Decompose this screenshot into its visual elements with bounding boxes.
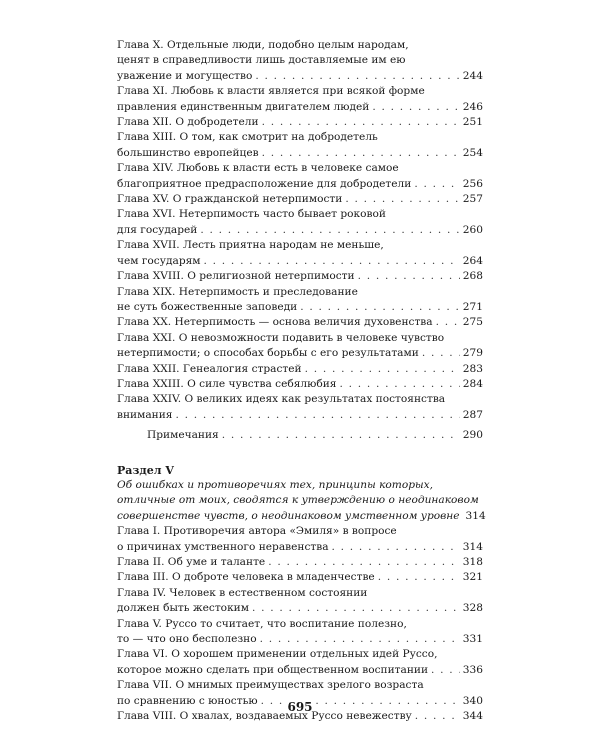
dot-leader xyxy=(378,570,460,585)
toc-page-number: 254 xyxy=(462,146,483,159)
dot-leader xyxy=(332,540,460,555)
dot-leader xyxy=(252,601,460,616)
table-of-contents xyxy=(117,38,486,724)
dot-leader xyxy=(204,254,460,269)
toc-page-number: 328 xyxy=(462,602,483,615)
toc-entry[interactable] xyxy=(117,285,483,316)
toc-line: правления единственным двигателем людей xyxy=(117,100,370,113)
dot-leader xyxy=(260,632,460,647)
toc-entry[interactable] xyxy=(117,130,483,161)
toc-page-number: 268 xyxy=(462,270,483,283)
toc-page-number: 340 xyxy=(462,694,483,707)
toc-line: ценят в справедливости лишь доставляемые им ею xyxy=(117,54,406,67)
toc-entry[interactable] xyxy=(117,115,483,130)
toc-page-number: 264 xyxy=(462,254,483,267)
dot-leader xyxy=(175,408,459,423)
dot-leader xyxy=(422,346,460,361)
toc-entry[interactable] xyxy=(117,570,483,585)
toc-line: по сравнению с юностью xyxy=(117,694,258,707)
toc-entry[interactable] xyxy=(117,84,483,115)
toc-line: Глава XXI. О невозможности подавить в человеке чувство xyxy=(117,331,445,344)
toc-page-number: 314 xyxy=(462,540,483,553)
toc-entry[interactable] xyxy=(117,269,483,284)
toc-page-number: 256 xyxy=(462,177,483,190)
toc-line: Глава XIX. Нетерпимость и преследование xyxy=(117,285,358,298)
toc-page-number: 284 xyxy=(462,377,483,390)
toc-line: Глава VI. О хорошем применении отдельных идей Руссо, xyxy=(117,648,438,661)
dot-leader xyxy=(222,428,460,443)
page-number: 695 xyxy=(287,700,313,714)
toc-entry[interactable] xyxy=(117,586,483,617)
toc-page-number: 279 xyxy=(462,347,483,360)
toc-line: Глава XIV. Любовь к власти есть в человеке самое xyxy=(117,162,399,175)
toc-page-number: 287 xyxy=(462,408,483,421)
toc-line: Глава XVIII. О религиозной нетерпимости xyxy=(117,270,355,283)
toc-line: Глава XIII. О том, как смотрит на добродетель xyxy=(117,131,378,144)
toc-page-number: 336 xyxy=(462,663,483,676)
dot-leader xyxy=(414,177,459,192)
toc-line: должен быть жестоким xyxy=(117,602,249,615)
toc-page-number: 251 xyxy=(462,116,483,129)
toc-entry[interactable] xyxy=(117,647,483,678)
toc-page-number: 331 xyxy=(462,633,483,646)
section-page-number: 314 xyxy=(465,509,486,522)
toc-line: нетерпимости; о способах борьбы с его результатами xyxy=(117,347,419,360)
toc-line: Глава I. Противоречия автора «Эмиля» в вопросе xyxy=(117,525,397,538)
toc-line: Глава XV. О гражданской нетерпимости xyxy=(117,193,343,206)
toc-line: о причинах умственного неравенства xyxy=(117,540,329,553)
dot-leader xyxy=(431,663,460,678)
toc-entry[interactable] xyxy=(117,524,483,555)
toc-line: благоприятное предрасположение для добродетели xyxy=(117,177,412,190)
dot-leader xyxy=(345,192,459,207)
dot-leader xyxy=(300,300,460,315)
toc-line: чем государям xyxy=(117,254,201,267)
toc-line: совершенстве чувств, о неодинаковом умственном уровне xyxy=(117,509,460,522)
toc-line: уважение и могущество xyxy=(117,69,253,82)
toc-entry[interactable] xyxy=(117,331,483,362)
notes-page-number: 290 xyxy=(462,429,483,442)
toc-page-number: 344 xyxy=(462,710,483,723)
dot-leader xyxy=(255,69,459,84)
section-description[interactable] xyxy=(117,478,486,524)
dot-leader xyxy=(339,377,459,392)
toc-line: Глава VII. О мнимых преимуществах зрелого возраста xyxy=(117,679,424,692)
toc-line: внимания xyxy=(117,408,173,421)
toc-line: Глава IV. Человек в естественном состоянии xyxy=(117,586,368,599)
toc-part-2 xyxy=(117,524,483,724)
toc-line: Глава III. О доброте человека в младенчестве xyxy=(117,571,375,584)
toc-entry[interactable] xyxy=(117,192,483,207)
toc-line: Глава XI. Любовь к власти является при всякой форме xyxy=(117,85,425,98)
toc-entry[interactable] xyxy=(117,207,483,238)
toc-line: Глава X. Отдельные люди, подобно целым народам, xyxy=(117,39,409,51)
toc-entry[interactable] xyxy=(117,362,483,377)
notes-label: Примечания xyxy=(147,429,219,442)
toc-entry[interactable] xyxy=(117,161,483,192)
dot-leader xyxy=(262,115,460,130)
toc-line: Глава II. Об уме и таланте xyxy=(117,556,266,568)
dot-leader xyxy=(358,269,460,284)
toc-line: Глава XVI. Нетерпимость часто бывает роковой xyxy=(117,208,386,221)
toc-line: не суть божественные заповеди xyxy=(117,300,298,313)
dot-leader xyxy=(305,362,460,377)
toc-entry[interactable] xyxy=(117,377,483,392)
toc-line: Глава V. Руссо то считает, что воспитание полезно, xyxy=(117,617,407,630)
toc-entry-notes[interactable] xyxy=(117,428,483,443)
toc-entry[interactable] xyxy=(117,392,483,423)
dot-leader xyxy=(262,146,460,161)
toc-line: Глава XXIV. О великих идеях как результатах постоянства xyxy=(117,393,446,406)
toc-line: то — что оно бесполезно xyxy=(117,633,257,646)
toc-page-number: 318 xyxy=(462,556,483,568)
dot-leader xyxy=(372,100,459,115)
toc-line: Глава XII. О добродетели xyxy=(117,116,259,129)
toc-page-number: 257 xyxy=(462,193,483,206)
toc-line: большинство европейцев xyxy=(117,146,259,159)
toc-line: Глава XXIII. О силе чувства себялюбия xyxy=(117,377,337,390)
toc-entry[interactable] xyxy=(117,238,483,269)
toc-part-1 xyxy=(117,38,483,423)
dot-leader xyxy=(436,315,460,330)
toc-page-number: 283 xyxy=(462,362,483,375)
toc-line: Глава VIII. О хвалах, воздаваемых Руссо невежеству xyxy=(117,710,412,723)
toc-entry[interactable] xyxy=(117,617,483,648)
toc-page-number: 275 xyxy=(462,316,483,329)
toc-page-number: 246 xyxy=(462,100,483,113)
toc-line: Глава XXII. Генеалогия страстей xyxy=(117,362,302,375)
toc-page-number: 260 xyxy=(462,223,483,236)
toc-entry[interactable] xyxy=(117,555,483,570)
toc-line: Глава XX. Нетерпимость — основа величия духовенства xyxy=(117,316,433,329)
toc-line: отличные от моих, сводятся к утверждению о неодинаковом xyxy=(117,494,479,507)
toc-entry[interactable] xyxy=(117,38,483,84)
section-heading: Раздел V xyxy=(117,463,174,477)
toc-entry[interactable] xyxy=(117,315,483,330)
toc-page-number: 271 xyxy=(462,300,483,313)
toc-line: которое можно сделать при общественном воспитании xyxy=(117,663,429,676)
toc-page-number: 321 xyxy=(462,571,483,584)
toc-line: для государей xyxy=(117,223,198,236)
dot-leader xyxy=(200,223,459,238)
dot-leader xyxy=(268,555,460,570)
toc-line: Глава XVII. Лесть приятна народам не меньше, xyxy=(117,239,384,252)
toc-line: Об ошибках и противоречиях тех, принципы которых, xyxy=(117,478,433,491)
toc-page-number: 244 xyxy=(462,69,483,82)
